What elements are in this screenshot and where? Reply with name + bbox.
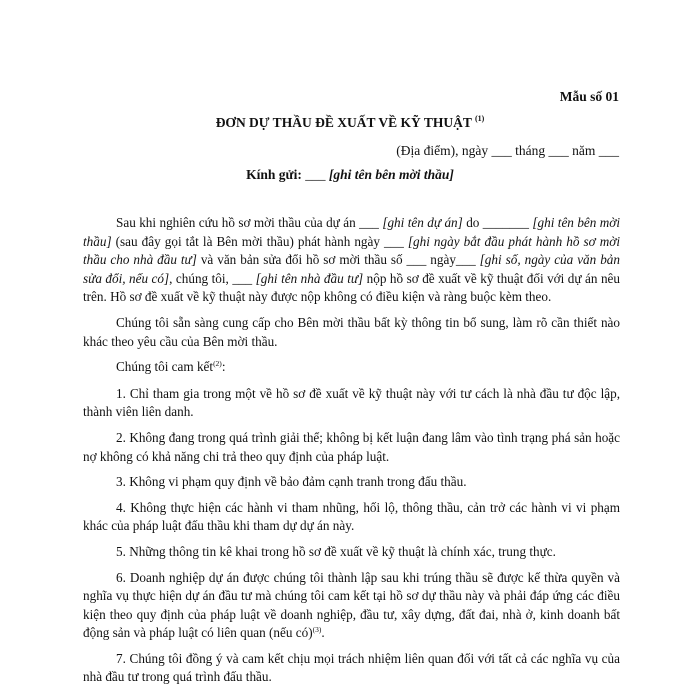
commitment-item-6-text: 6. Doanh nghiệp dự án được chúng tôi thành lập sau khi trúng thầu sẽ được kế thừa quyền và nghĩa vụ thực hiện dự án đầu tư mà chúng tôi cam kết tại hồ sơ dự thầu này và phải đáp ứng các điều kiện theo quy định của pháp luật về doanh nghiệp, đầu tư, xây dựng, đất đai, nhà ở, kinh doanh bất động sản và pháp luật có liên quan (nếu có) (83, 569, 620, 641)
intro-text-4: và văn bản sửa đổi hồ sơ mời thầu số ___ ngày___ (196, 252, 480, 268)
intro-text-3: (sau đây gọi tắt là Bên mời thầu) phát hành ngày ___ (111, 233, 408, 249)
greeting-blank: ___ (305, 167, 326, 182)
intro-hint-investor: [ghi tên nhà đầu tư] (255, 270, 364, 286)
intro-hint-project: [ghi tên dự án] (382, 215, 463, 230)
greeting-label: Kính gửi: (246, 167, 302, 182)
commit-footnote-ref: (2) (213, 359, 222, 369)
document-body (83, 214, 620, 694)
form-number: Mẫu số 01 (559, 89, 619, 104)
document-title (0, 114, 700, 133)
greeting-hint: [ghi tên bên mời thầu] (328, 167, 454, 182)
commit-heading-text: Chúng tôi cam kết (116, 359, 214, 375)
intro-paragraph (83, 214, 620, 307)
intro-hint-inviter: [ghi tên bên mời thầu] (83, 215, 621, 249)
title-text: ĐƠN DỰ THẦU ĐỀ XUẤT VỀ KỸ THUẬT (215, 115, 472, 130)
intro-text-1: Sau khi nghiên cứu hồ sơ mời thầu của dự án ___ (116, 215, 383, 230)
ready-paragraph: Chúng tôi sẵn sàng cung cấp cho Bên mời thầu bất kỳ thông tin bổ sung, làm rõ cần thiết nào khác theo yêu cầu của Bên mời thầu. (83, 314, 620, 349)
commitment-item-6 (83, 569, 620, 643)
place-date-line: (Địa điểm), ngày ___ tháng ___ năm ___ (396, 143, 619, 158)
commitment-item-2: 2. Không đang trong quá trình giải thể; không bị kết luận đang lâm vào tình trạng phá sản hoặc nợ không có khả năng chi trả theo quy định của pháp luật. (83, 429, 620, 464)
commitment-item-3: 3. Không vi phạm quy định về bảo đảm cạnh tranh trong đấu thầu. (116, 474, 467, 490)
intro-hint-issue-date: [ghi ngày bắt đầu phát hành hồ sơ mời thầu cho nhà đầu tư] (83, 233, 620, 268)
intro-text-2: do _______ (462, 215, 533, 230)
intro-text-5: , chúng tôi, ___ (169, 270, 256, 286)
commitment-item-1: 1. Chỉ tham gia trong một về hồ sơ đề xuất về kỹ thuật này với tư cách là nhà đầu tư độc lập, thành viên liên danh. (83, 385, 620, 420)
commitment-item-4: 4. Không thực hiện các hành vi tham nhũng, hối lộ, thông thầu, cản trở các hành vi vi phạm khác của pháp luật đấu thầu khi tham dự dự án này. (83, 499, 620, 534)
intro-hint-amendment: [ghi số, ngày của văn bản sửa đổi, nếu có] (83, 252, 620, 286)
intro-text-6: nộp hồ sơ đề xuất về kỹ thuật đối với dự án nêu trên. Hồ sơ đề xuất về kỹ thuật này được nộp không có điều kiện và ràng buộc kèm theo. (83, 270, 620, 305)
commitment-item-5: 5. Những thông tin kê khai trong hồ sơ đề xuất về kỹ thuật là chính xác, trung thực. (116, 543, 556, 559)
commit-colon: : (221, 359, 226, 375)
commitment-item-7: 7. Chúng tôi đồng ý và cam kết chịu mọi trách nhiệm liên quan đối với tất cả các nghĩa vụ của nhà đầu tư trong quá trình đấu thầu. (83, 650, 620, 685)
title-footnote-ref: (1) (474, 114, 485, 123)
item-6-footnote-ref: (3) (312, 625, 322, 635)
commit-heading (83, 358, 620, 377)
greeting-line (0, 166, 700, 185)
item-6-end: . (321, 625, 325, 641)
